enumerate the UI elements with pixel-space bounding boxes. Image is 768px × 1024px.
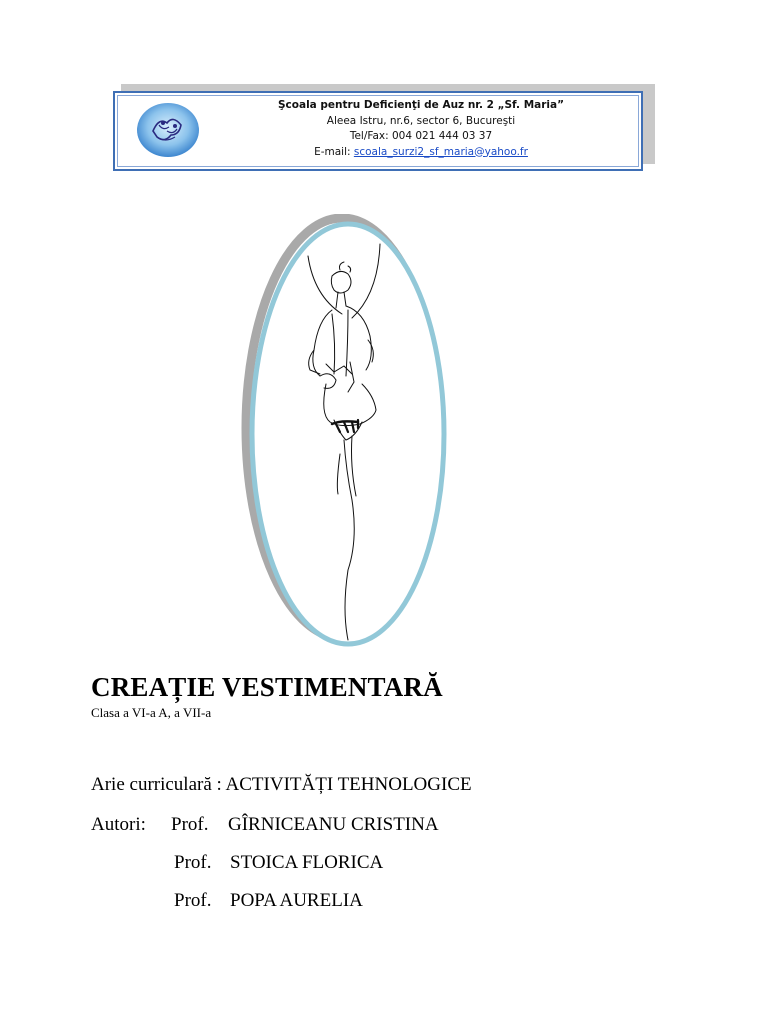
author-title: Prof. — [171, 814, 209, 835]
school-header — [113, 91, 643, 171]
school-logo-icon — [135, 101, 201, 159]
school-name: Şcoala pentru Deficienţi de Auz nr. 2 „Sf. Maria” — [277, 99, 564, 111]
author-name: STOICA FLORICA — [230, 852, 384, 873]
school-email-line — [211, 145, 631, 161]
authors-label: Autori: — [91, 814, 146, 835]
oval-frame — [240, 214, 450, 654]
author-title: Prof. — [174, 890, 212, 911]
curricular-label: Arie curriculară — [91, 774, 212, 795]
illustration-frame — [240, 214, 450, 654]
email-link[interactable]: scoala_surzi2_sf_maria@yahoo.fr — [353, 145, 528, 158]
header-text — [211, 98, 631, 160]
school-phone: Tel/Fax: 004 021 444 03 37 — [349, 130, 493, 142]
document-title: CREAȚIE VESTIMENTARĂ — [91, 672, 443, 702]
curricular-area-line — [91, 774, 472, 796]
author-title: Prof. — [174, 852, 212, 873]
school-address: Aleea Istru, nr.6, sector 6, Bucureşti — [326, 114, 516, 127]
document-subtitle: Clasa a VI-a A, a VII-a — [91, 705, 212, 720]
author-name: POPA AURELIA — [230, 890, 363, 911]
author-name: GÎRNICEANU CRISTINA — [228, 814, 439, 835]
email-label: E-mail: — [314, 145, 354, 158]
curricular-value: : ACTIVITĂȚI TEHNOLOGICE — [211, 774, 472, 795]
